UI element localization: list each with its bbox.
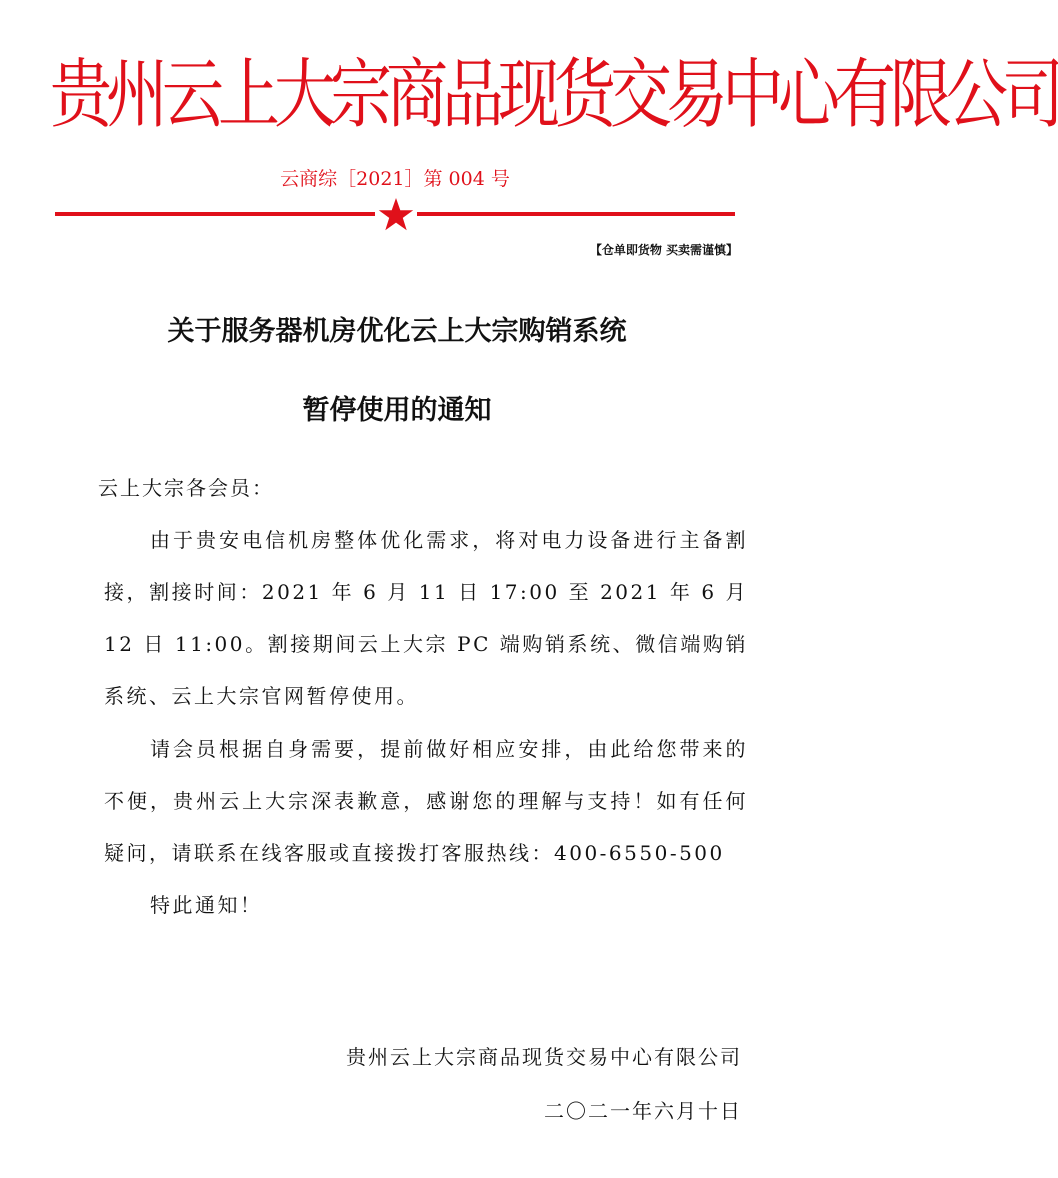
letterhead-divider-left xyxy=(55,212,375,216)
document-number: 云商综［2021］第 004 号 xyxy=(280,168,510,190)
salutation: 云上大宗各会员： xyxy=(98,476,274,500)
body-paragraph-outage-details: 由于贵安电信机房整体优化需求，将对电力设备进行主备割接，割接时间：2021 年 6 月 11 日 17:00 至 2021 年 6 月 12 日 11:00。割接期间云上大宗 PC 端购销系统、微信端购销系统、云上大宗官网暂停使用。 xyxy=(104,528,748,708)
star-icon xyxy=(376,195,416,235)
risk-warning-slogan: 【仓单即货物 买卖需谨慎】 xyxy=(589,243,738,257)
notice-title-line-1: 关于服务器机房优化云上大宗购销系统 xyxy=(167,316,627,347)
body-paragraph-apology-contact: 请会员根据自身需要，提前做好相应安排，由此给您带来的不便，贵州云上大宗深表歉意，感谢您的理解与支持！如有任何疑问，请联系在线客服或直接拨打客服热线：400-6550-500 xyxy=(104,737,748,865)
signature-date: 二〇二一年六月十日 xyxy=(544,1099,742,1123)
notice-title-line-2: 暂停使用的通知 xyxy=(302,395,492,426)
body-paragraph-closing: 特此通知！ xyxy=(150,893,263,917)
letterhead-organization-name: 贵州云上大宗商品现货交易中心有限公司 xyxy=(50,49,1058,140)
letterhead-divider-right xyxy=(417,212,735,216)
signature-organization: 贵州云上大宗商品现货交易中心有限公司 xyxy=(346,1045,742,1069)
star-shape xyxy=(379,198,413,230)
